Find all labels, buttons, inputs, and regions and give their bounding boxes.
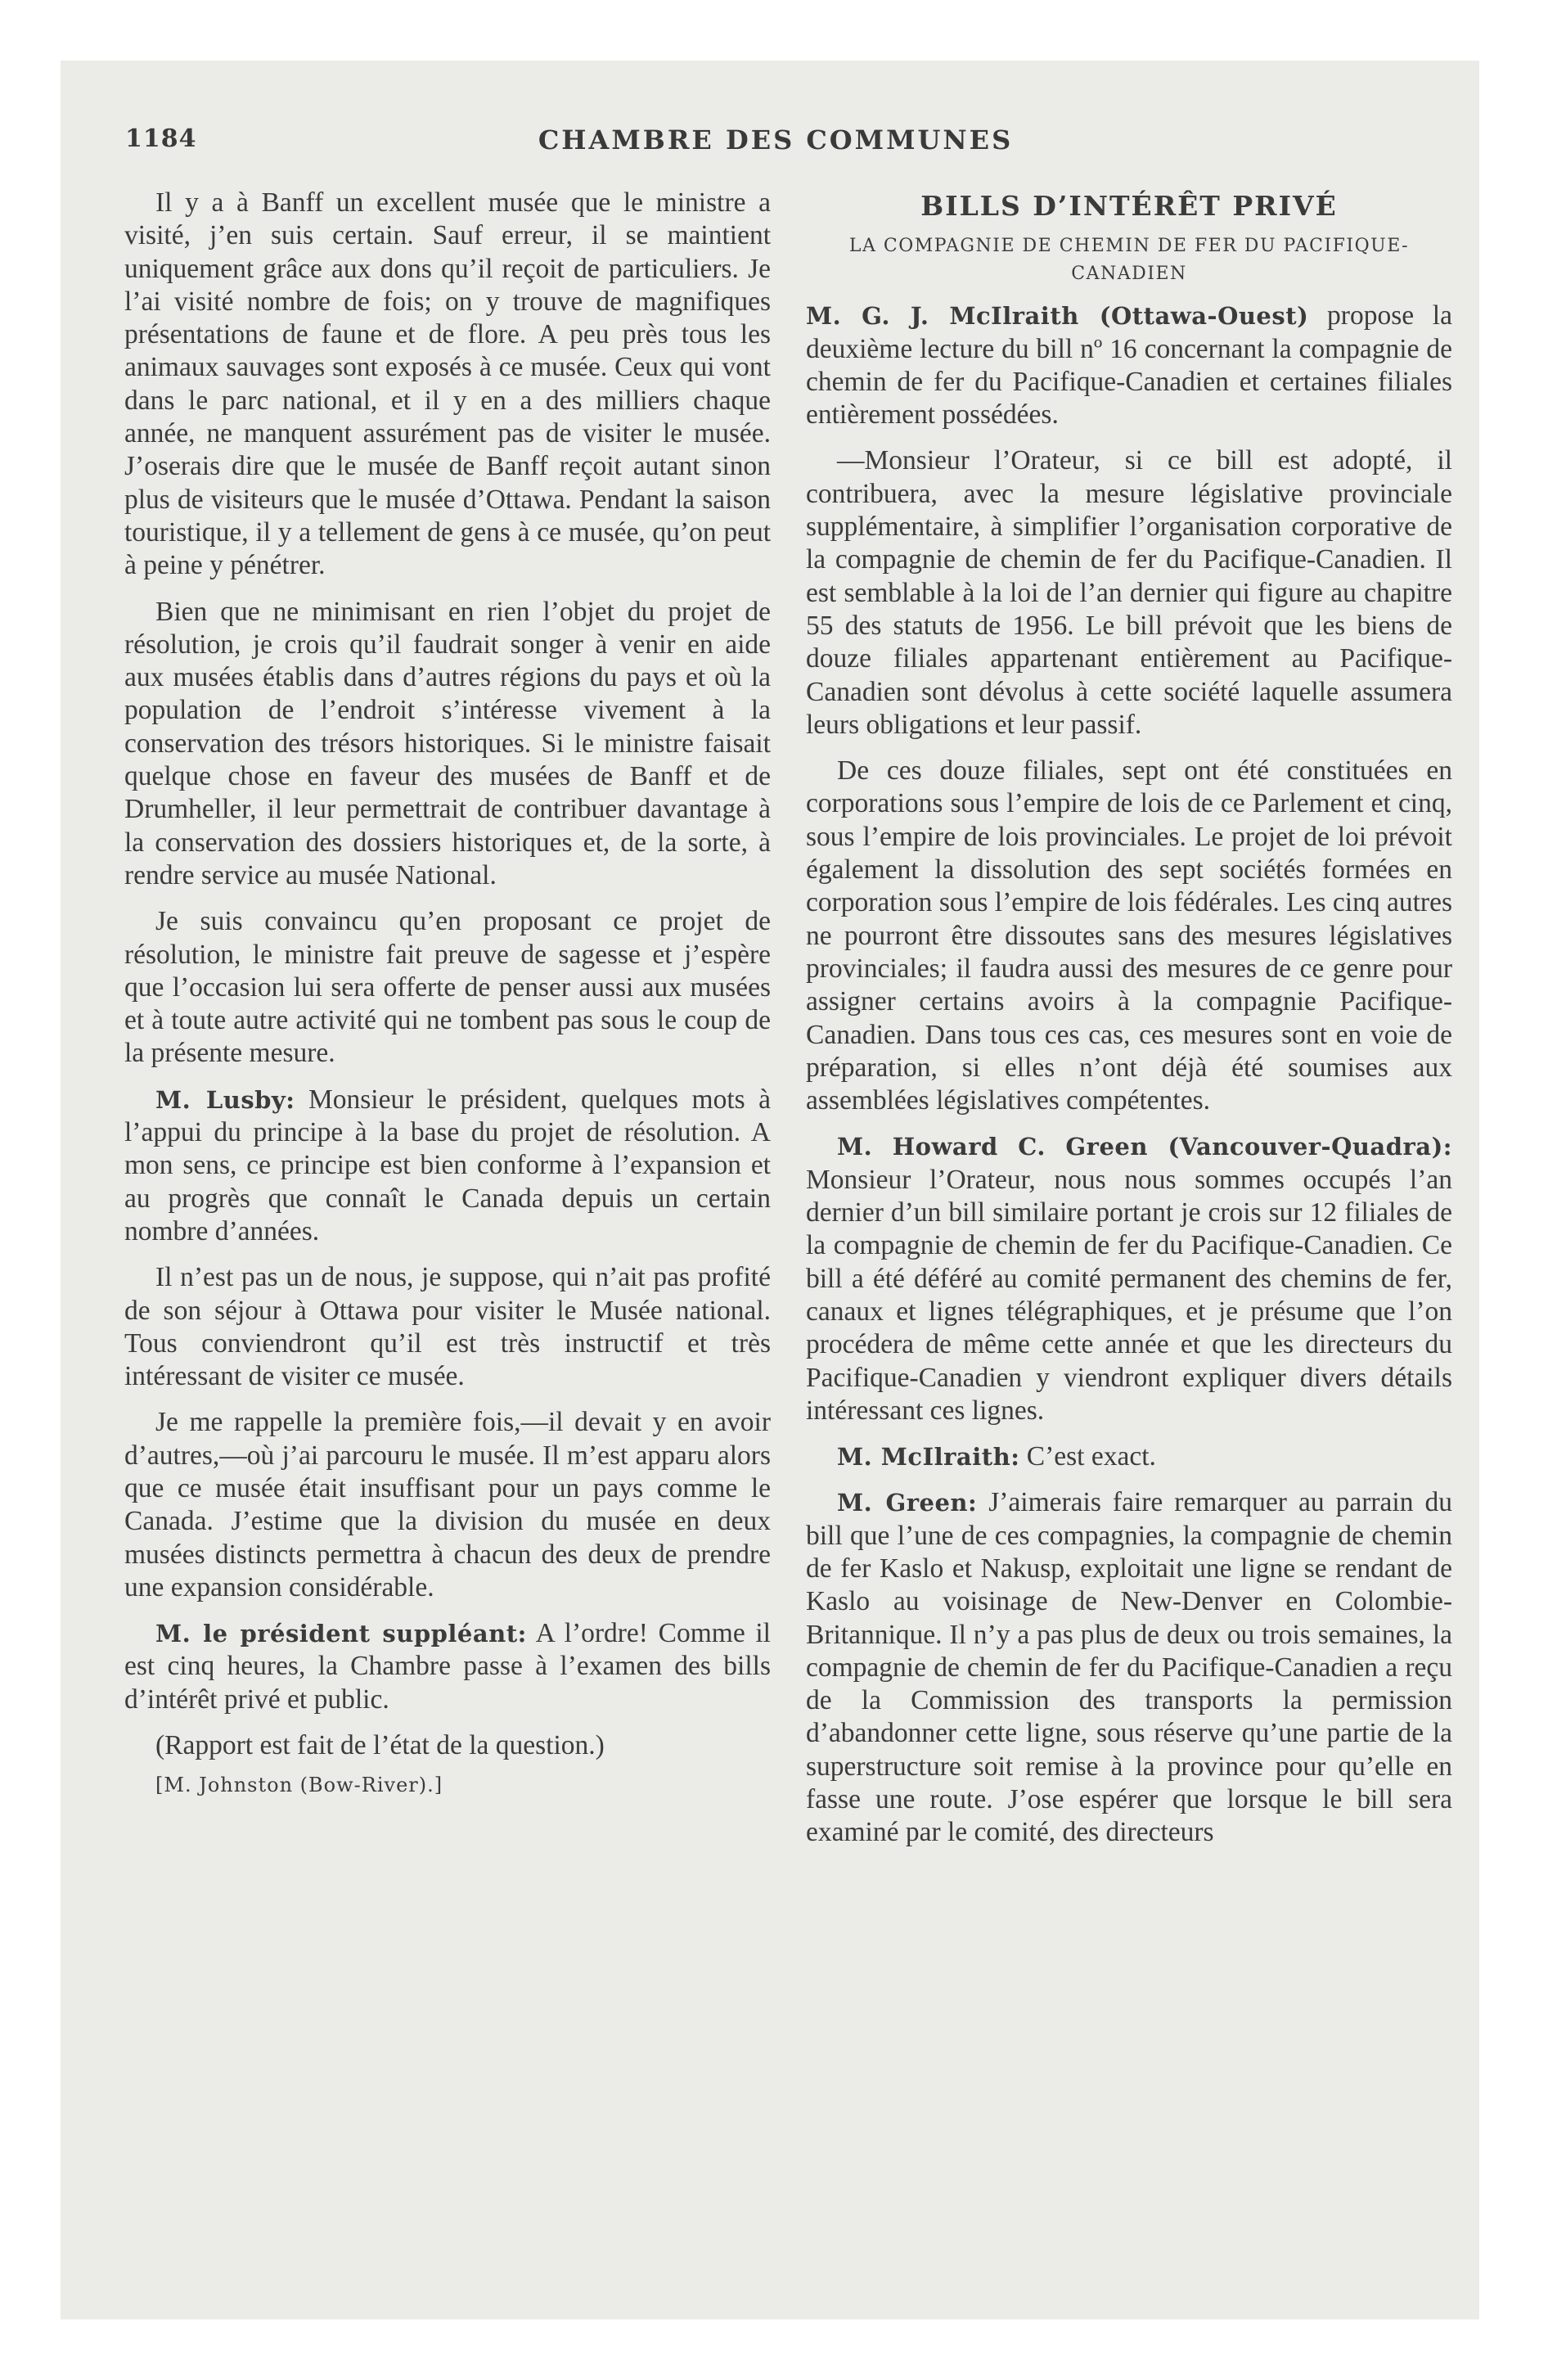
paragraph: —Monsieur l’Orateur, si ce bill est adopté, il contribuera, avec la mesure législative provinciale supplémentaire, à simplifier l’organisation corporative de la compagnie de chemin de fer du Pacifique-Canadien. Il est semblable à la loi de l’an dernier qui figure au chapitre 55 des statuts de 1956. Le bill prévoit que les biens de douze filiales appartenant entièrement au Pacifique-Canadien sont dévolus à cette société laquelle assumera leurs obligations et leur passif.	[806, 445, 1452, 740]
running-head: CHAMBRE DES COMMUNES	[538, 124, 1014, 156]
section-subtitle: LA COMPAGNIE DE CHEMIN DE FER DU PACIFIQUE-CANADIEN	[848, 236, 1410, 285]
paragraph: Je suis convaincu qu’en proposant ce projet de résolution, le ministre fait preuve de sagesse et j’espère que l’occasion lui sera offerte de penser aussi aux musées et à toute autre activité qui ne tombent pas sous le coup de la présente mesure.	[124, 906, 771, 1069]
speech-paragraph	[124, 1617, 771, 1716]
paragraph: (Rapport est fait de l’état de la question.)	[155, 1730, 605, 1761]
paragraph: De ces douze filiales, sept ont été constituées en corporations sous l’empire de lois de ce Parlement et cinq, sous l’empire de lois provinciales. Le projet de loi prévoit également la dissolution des sept sociétés formées en corporation sous l’empire de lois fédérales. Les cinq autres ne pourront être dissoutes sans des mesures législatives provinciales; il faudra aussi des mesures de ce genre pour assigner certains avoirs à la compagnie Pacifique-Canadien. Dans tous ces cas, ces mesures sont en voie de préparation, si elles n’ont déjà été soumises aux assemblées législatives compétentes.	[806, 755, 1452, 1116]
speaker-name: M. McIlraith:	[837, 1443, 1020, 1472]
speaker-name: M. Howard C. Green (Vancouver-Quadra):	[837, 1133, 1452, 1161]
paragraph: Il y a à Banff un excellent musée que le ministre a visité, j’en suis certain. Sauf erreur, il se maintient uniquement grâce aux dons qu’il reçoit de particuliers. Je l’ai visité nombre de fois; on y trouve de magnifiques présentations de faune et de flore. A peu près tous les animaux sauvages sont exposés à ce musée. Ceux qui vont dans le parc national, et il y en a des milliers chaque année, ne manquent assurément pas de visiter le musée. J’oserais dire que le musée de Banff reçoit autant sinon plus de visiteurs que le musée d’Ottawa. Pendant la saison touristique, il y a tellement de gens à ce musée, qu’on peut à peine y pénétrer.	[124, 187, 771, 581]
speech-text: Monsieur le président, quelques mots à l’appui du principe à la base du projet de résolution. A mon sens, ce principe est bien conforme à l’expansion et au progrès que connaît le Canada depuis un certain nombre d’années.	[124, 1084, 771, 1246]
section-title: BILLS D’INTÉRÊT PRIVÉ	[920, 190, 1338, 222]
speech-text: C’est exact.	[1019, 1441, 1156, 1472]
speech-paragraph	[806, 1440, 1452, 1473]
speaker-name: M. G. J. McIlraith (Ottawa-Ouest)	[806, 302, 1309, 331]
speech-text: propose la deuxième lecture du bill nº 16 concernant la compagnie de chemin de fer du Pacifique-Canadien et certaines filiales entièrement possédées.	[806, 300, 1452, 430]
speech-text: A l’ordre! Comme il est cinq heures, la Chambre passe à l’examen des bills d’intérêt privé et public.	[124, 1618, 771, 1715]
right-column	[806, 187, 1452, 1863]
page-number: 1184	[125, 124, 197, 153]
speech-paragraph	[806, 300, 1452, 431]
speech-text: Monsieur l’Orateur, nous nous sommes occupés l’an dernier d’un bill similaire portant je crois sur 12 filiales de la compagnie de chemin de fer du Pacifique-Canadien. Ce bill a été déféré au comité permanent des chemins de fer, canaux et lignes télégraphiques, et je présume que l’on procédera de même cette année et que les directeurs du Pacifique-Canadien y viendront expliquer divers détails intéressant ces lignes.	[806, 1164, 1452, 1426]
speech-text: J’aimerais faire remarquer au parrain du bill que l’une de ces compagnies, la compagnie de chemin de fer Kaslo et Nakusp, exploitait une ligne se rendant de Kaslo au voisinage de New-Denver en Colombie-Britannique. Il n’y a pas plus de deux ou trois semaines, la compagnie de chemin de fer du Pacifique-Canadien a reçu de la Commission des transports la permission d’abandonner cette ligne, sous réserve qu’une partie de la superstructure soit remise à la province pour qu’elle en fasse une route. J’ose espérer que lorsque le bill sera examiné par le comité, des directeurs	[806, 1487, 1452, 1848]
paragraph: Il n’est pas un de nous, je suppose, qui n’ait pas profité de son séjour à Ottawa pour visiter le Musée national. Tous conviendront qu’il est très instructif et très intéressant de visiter ce musée.	[124, 1262, 771, 1392]
speech-paragraph	[806, 1130, 1452, 1427]
speech-paragraph	[806, 1486, 1452, 1849]
speaker-name: M. Green:	[837, 1489, 978, 1517]
speaker-name: M. Lusby:	[155, 1085, 295, 1114]
paragraph: Je me rappelle la première fois,—il devait y en avoir d’autres,—où j’ai parcouru le musée. Il m’est apparu alors que ce musée était insuffisant pour un pays comme le Canada. J’estime que la division du musée en deux musées distincts permettra à chacun des deux de prendre une expansion considérable.	[124, 1407, 771, 1602]
paragraph: Bien que ne minimisant en rien l’objet du projet de résolution, je crois qu’il faudrait songer à venir en aide aux musées établis dans d’autres régions du pays et où la population de l’endroit s’intéresse vivement à la conservation des trésors historiques. Si le ministre faisait quelque chose en faveur des musées de Banff et de Drumheller, il leur permettrait de contribuer davantage à la conservation des dossiers historiques et, de la sorte, à rendre service au musée National.	[124, 596, 771, 890]
speaker-name: M. le président suppléant:	[155, 1620, 527, 1648]
page-header	[125, 119, 1426, 169]
marginal-note: [M. Johnston (Bow-River).]	[155, 1774, 443, 1797]
speech-paragraph	[124, 1084, 771, 1248]
left-column	[124, 187, 771, 1802]
